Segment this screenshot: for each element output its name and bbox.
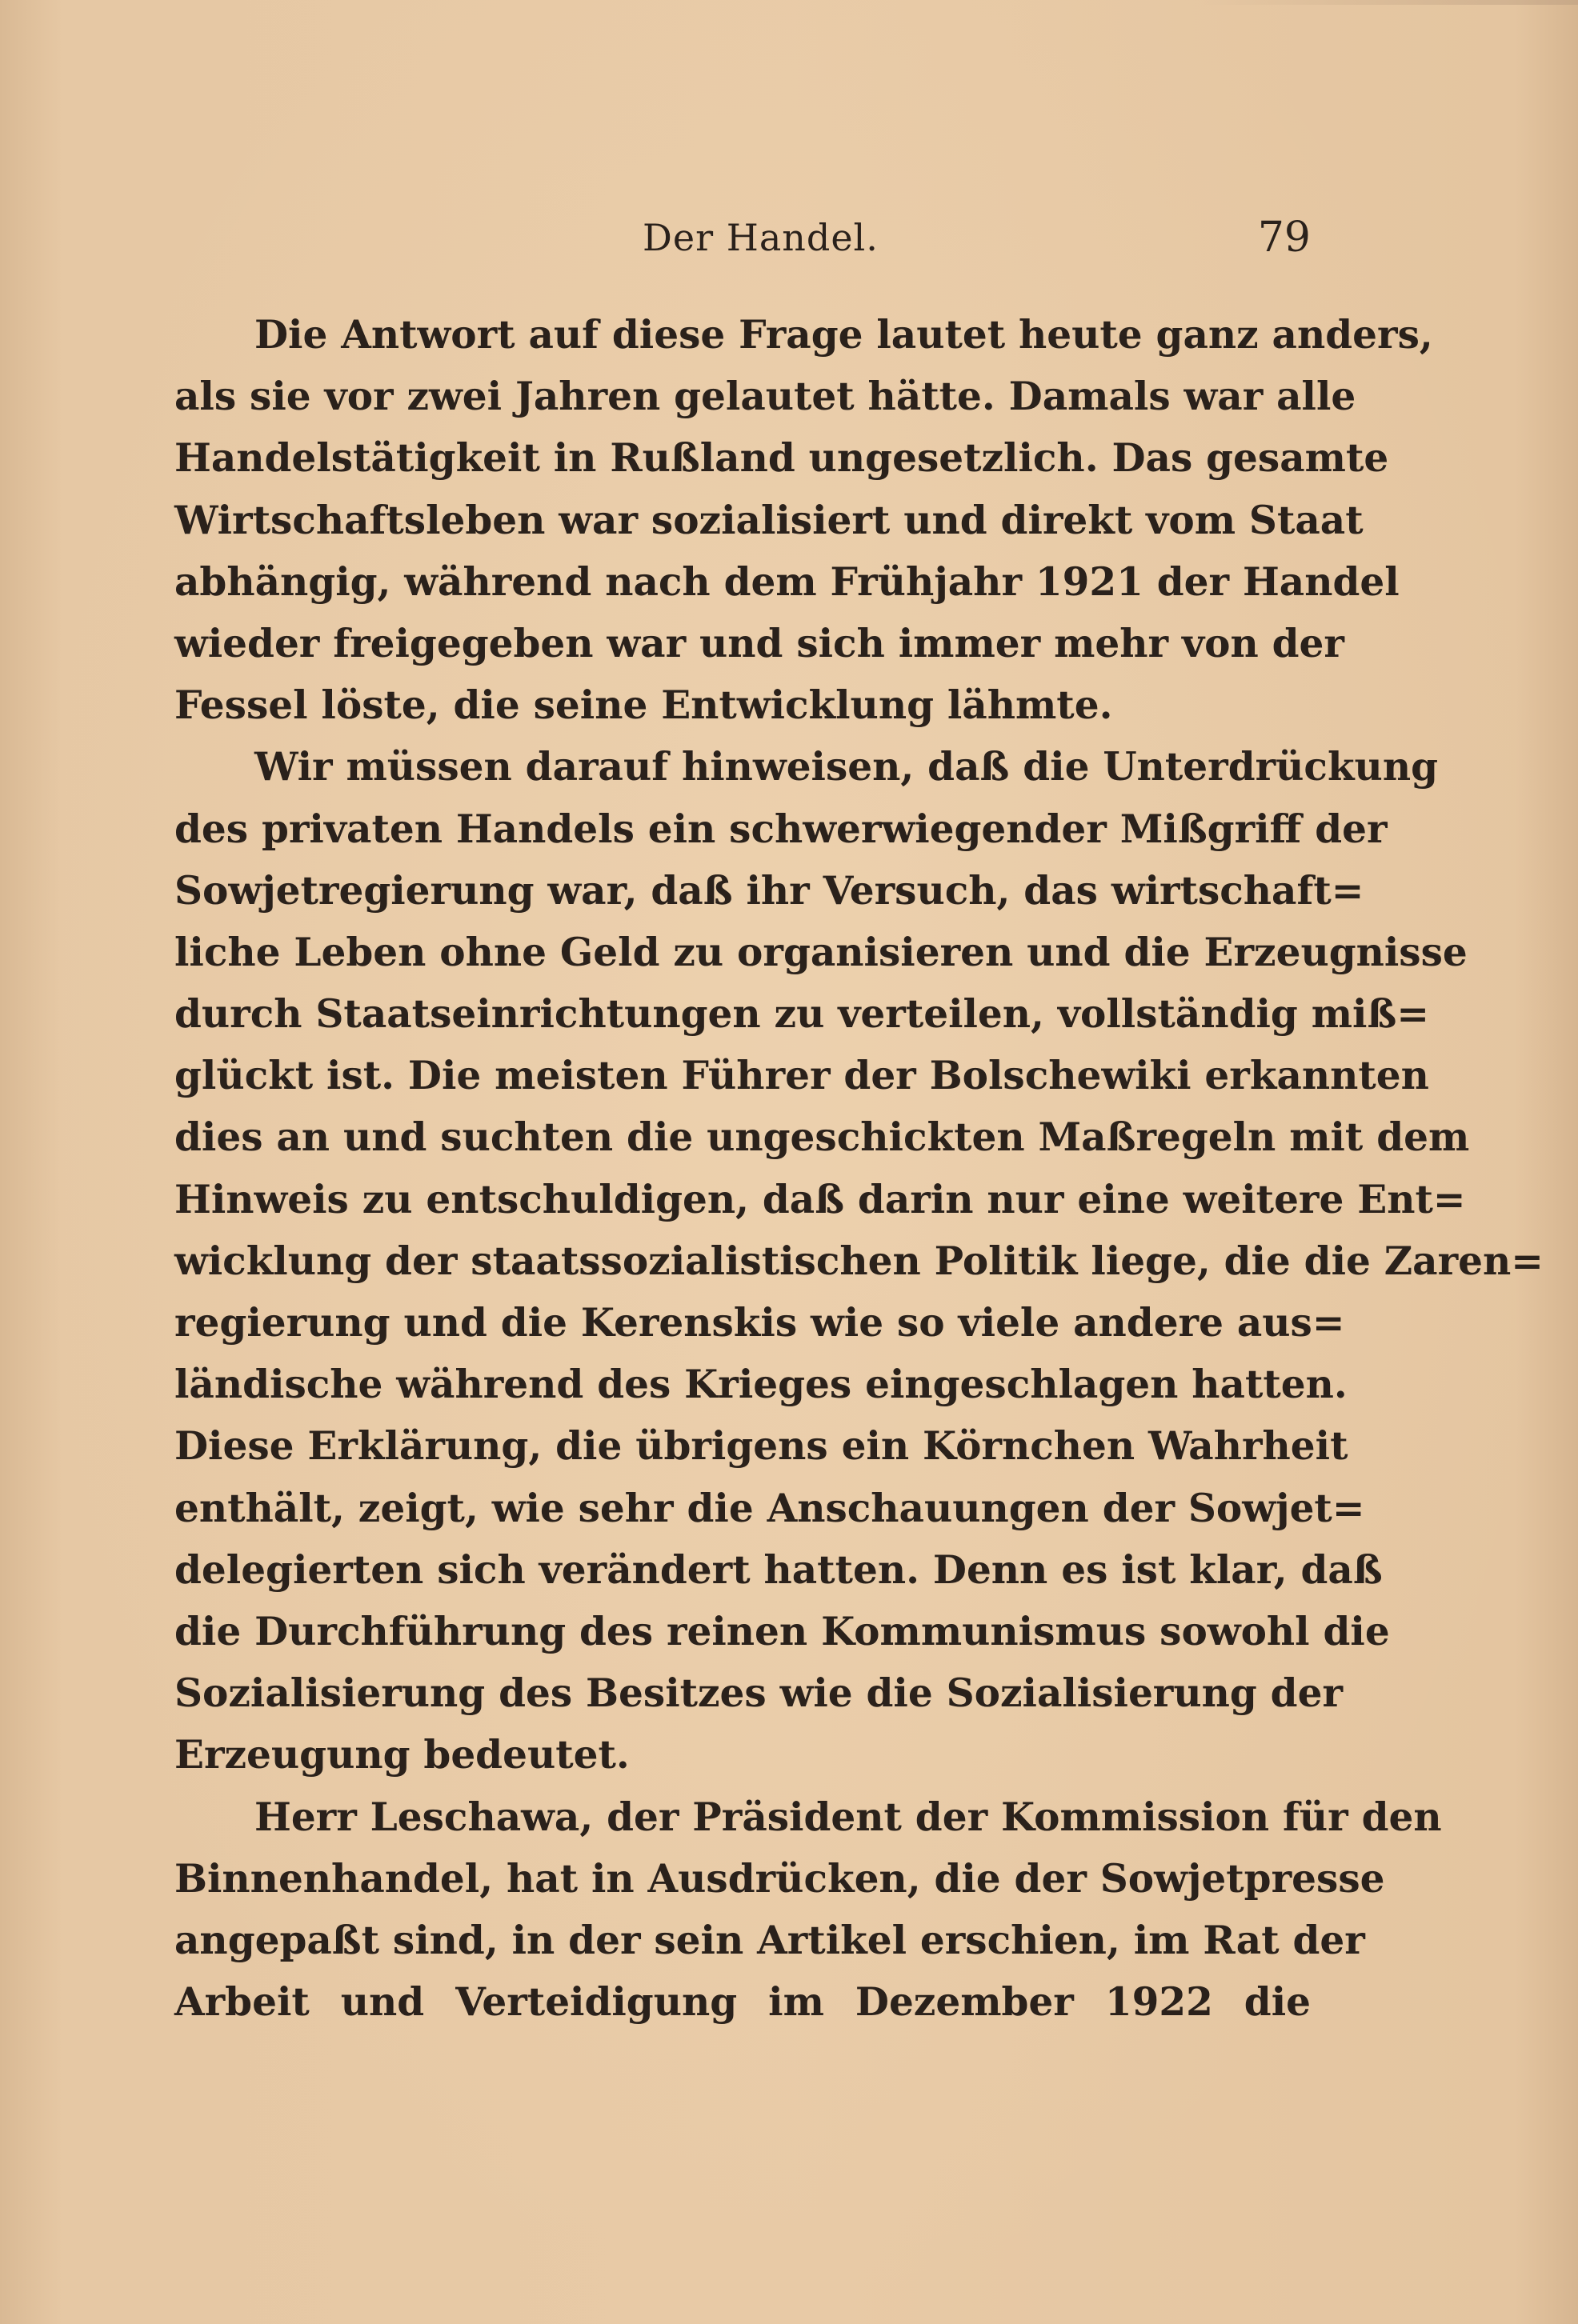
text-line: als sie vor zwei Jahren gelautet hätte. Damals war alle — [174, 374, 1356, 420]
text-line: Binnenhandel, hat in Ausdrücken, die der Sowjetpresse — [174, 1855, 1385, 1902]
paragraph-2 — [174, 736, 1544, 1786]
text-line: liche Leben ohne Geld zu organisieren und die Erzeugnisse — [174, 929, 1468, 975]
text-line: Die Antwort auf diese Frage lautet heute ganz anders, — [254, 312, 1433, 358]
text-line: abhängig, während nach dem Frühjahr 1921 der Handel — [174, 558, 1400, 605]
running-title: Der Handel. — [643, 216, 879, 259]
text-line: ländische während des Krieges eingeschlagen hatten. — [174, 1362, 1348, 1408]
text-line: glückt ist. Die meisten Führer der Bolschewiki erkannten — [174, 1053, 1429, 1099]
text-line: Sowjetregierung war, daß ihr Versuch, das wirtschaft= — [174, 867, 1364, 914]
paragraph-3 — [174, 1786, 1442, 2034]
text-line: Diese Erklärung, die übrigens ein Körnchen Wahrheit — [174, 1423, 1348, 1470]
paragraph-1 — [174, 304, 1433, 736]
text-line: wicklung der staatssozialistischen Politik liege, die die Zaren= — [174, 1238, 1544, 1284]
text-line: Wir müssen darauf hinweisen, daß die Unterdrückung — [254, 744, 1438, 790]
text-line: Fessel löste, die seine Entwicklung lähmte. — [174, 682, 1113, 729]
text-line: Wirtschaftsleben war sozialisiert und direkt vom Staat — [174, 497, 1364, 543]
text-line: Arbeit und Verteidigung im Dezember 1922 die — [174, 1979, 1311, 2026]
text-line: Herr Leschawa, der Präsident der Kommission für den — [254, 1794, 1442, 1840]
page-number: 79 — [1257, 214, 1311, 262]
text-line: delegierten sich verändert hatten. Denn es ist klar, daß — [174, 1546, 1383, 1593]
text-line: Sozialisierung des Besitzes wie die Sozialisierung der — [174, 1670, 1343, 1717]
text-line: angepaßt sind, in der sein Artikel erschien, im Rat der — [174, 1917, 1365, 1963]
text-line: Handelstätigkeit in Rußland ungesetzlich. Das gesamte — [174, 435, 1389, 482]
text-line: Hinweis zu entschuldigen, daß darin nur eine weitere Ent= — [174, 1176, 1466, 1222]
text-line: die Durchführung des reinen Kommunismus sowohl die — [174, 1608, 1390, 1654]
text-line: Erzeugung bedeutet. — [174, 1732, 630, 1778]
text-line: regierung und die Kerenskis wie so viele andere aus= — [174, 1300, 1345, 1346]
text-line: enthält, zeigt, wie sehr die Anschauungen der Sowjet= — [174, 1485, 1365, 1531]
page-header — [174, 210, 1311, 266]
page-edge-shadow — [1200, 0, 1578, 5]
text-line: dies an und suchten die ungeschickten Maßregeln mit dem — [174, 1114, 1470, 1161]
text-line: wieder freigegeben war und sich immer mehr von der — [174, 620, 1344, 666]
body-text — [174, 304, 1544, 2033]
text-line: des privaten Handels ein schwerwiegender Mißgriff der — [174, 806, 1388, 852]
text-line: durch Staatseinrichtungen zu verteilen, vollständig miß= — [174, 991, 1429, 1038]
